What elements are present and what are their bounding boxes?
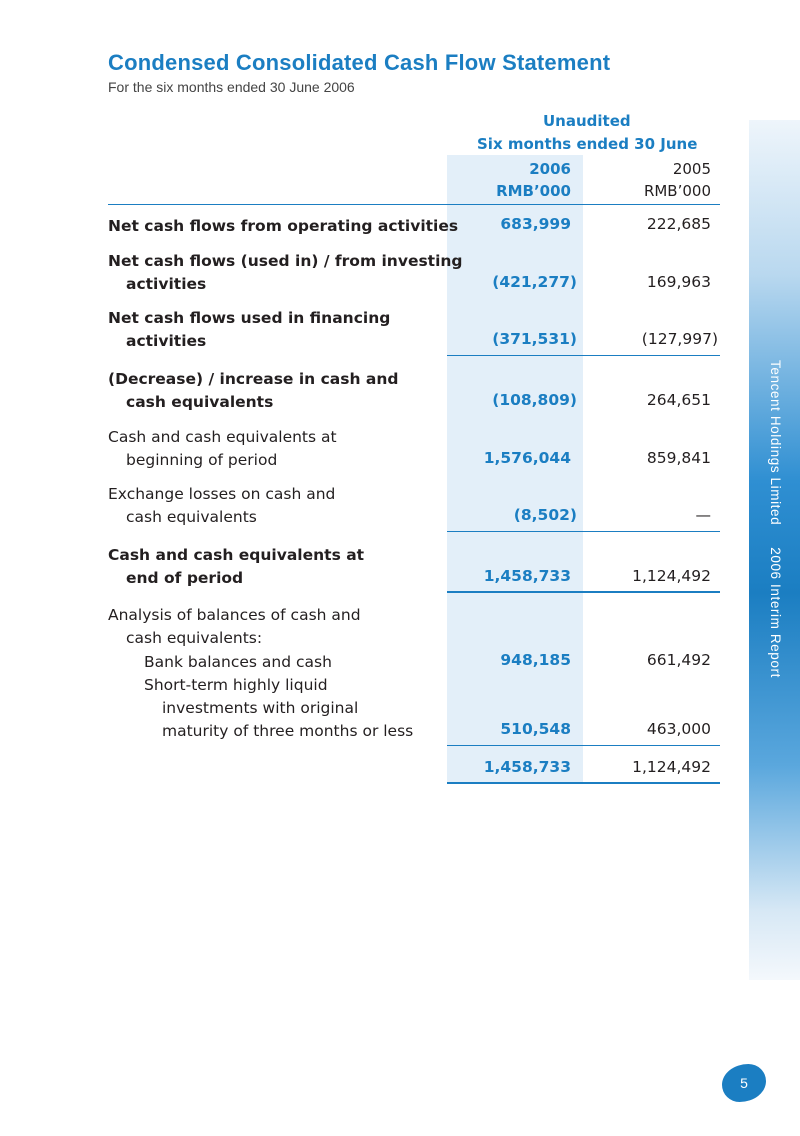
page-title: Condensed Consolidated Cash Flow Statement <box>108 50 611 75</box>
row-label: Net cash flows (used in) / from investing <box>108 252 463 270</box>
row-value-2005: — <box>695 506 711 524</box>
row-label: Net cash flows from operating activities <box>108 217 459 235</box>
analysis-label-cont: cash equivalents: <box>126 629 263 647</box>
row-label-cont: cash equivalents <box>126 393 274 411</box>
analysis-label: Analysis of balances of cash and <box>108 606 361 624</box>
bank-balances-label: Bank balances and cash <box>144 653 332 671</box>
row-label-cont: activities <box>126 332 207 350</box>
row-label: Cash and cash equivalents at <box>108 546 365 564</box>
analysis-total-2006: 1,458,733 <box>483 758 571 776</box>
total-rule <box>447 591 720 593</box>
row-value-2005: 169,963 <box>646 273 711 291</box>
sidebar-report: 2006 Interim Report <box>768 547 783 678</box>
subtotal-rule <box>447 531 720 532</box>
analysis-total-2005: 1,124,492 <box>632 758 711 776</box>
header-period: Six months ended 30 June <box>477 135 698 153</box>
row-label-cont: end of period <box>126 569 244 587</box>
row-value-2006: (421,277) <box>492 273 577 291</box>
page-subtitle: For the six months ended 30 June 2006 <box>108 79 355 95</box>
row-label-cont: beginning of period <box>126 451 278 469</box>
row-value-2006: 683,999 <box>500 215 571 233</box>
header-year-current: 2006 <box>529 160 571 178</box>
row-value-2005: 1,124,492 <box>632 567 711 585</box>
row-value-2006: (8,502) <box>513 506 577 524</box>
analysis-total-rule <box>447 782 720 784</box>
row-value-2005: 264,651 <box>646 391 711 409</box>
short-term-2006: 510,548 <box>500 720 571 738</box>
sidebar-text <box>768 360 783 678</box>
bank-balances-2005: 661,492 <box>646 651 711 669</box>
sidebar-company: Tencent Holdings Limited <box>768 360 783 526</box>
short-term-label-cont: investments with original <box>162 699 359 717</box>
row-value-2006: 1,458,733 <box>483 567 571 585</box>
row-value-2006: 1,576,044 <box>483 449 571 467</box>
header-unaudited: Unaudited <box>543 112 631 130</box>
row-value-2005: 859,841 <box>646 449 711 467</box>
header-unit-prior: RMB’000 <box>643 182 711 200</box>
header-rule <box>108 204 720 205</box>
analysis-rule <box>447 745 720 746</box>
short-term-label: Short-term highly liquid <box>144 676 328 694</box>
row-label: Cash and cash equivalents at <box>108 428 337 446</box>
page-number: 5 <box>722 1064 766 1102</box>
current-period-column-shade <box>447 155 583 783</box>
row-label: (Decrease) / increase in cash and <box>108 370 399 388</box>
row-value-2006: (371,531) <box>492 330 577 348</box>
subtotal-rule <box>447 355 720 356</box>
row-label-cont: cash equivalents <box>126 508 257 526</box>
row-label-cont: activities <box>126 275 207 293</box>
row-value-2006: (108,809) <box>492 391 577 409</box>
row-value-2005: 222,685 <box>646 215 711 233</box>
short-term-2005: 463,000 <box>646 720 711 738</box>
bank-balances-2006: 948,185 <box>500 651 571 669</box>
row-label: Net cash flows used in financing <box>108 309 391 327</box>
header-unit-current: RMB’000 <box>496 182 571 200</box>
row-value-2005: (127,997) <box>641 330 718 348</box>
header-year-prior: 2005 <box>672 160 711 178</box>
short-term-label-cont: maturity of three months or less <box>162 722 414 740</box>
row-label: Exchange losses on cash and <box>108 485 336 503</box>
